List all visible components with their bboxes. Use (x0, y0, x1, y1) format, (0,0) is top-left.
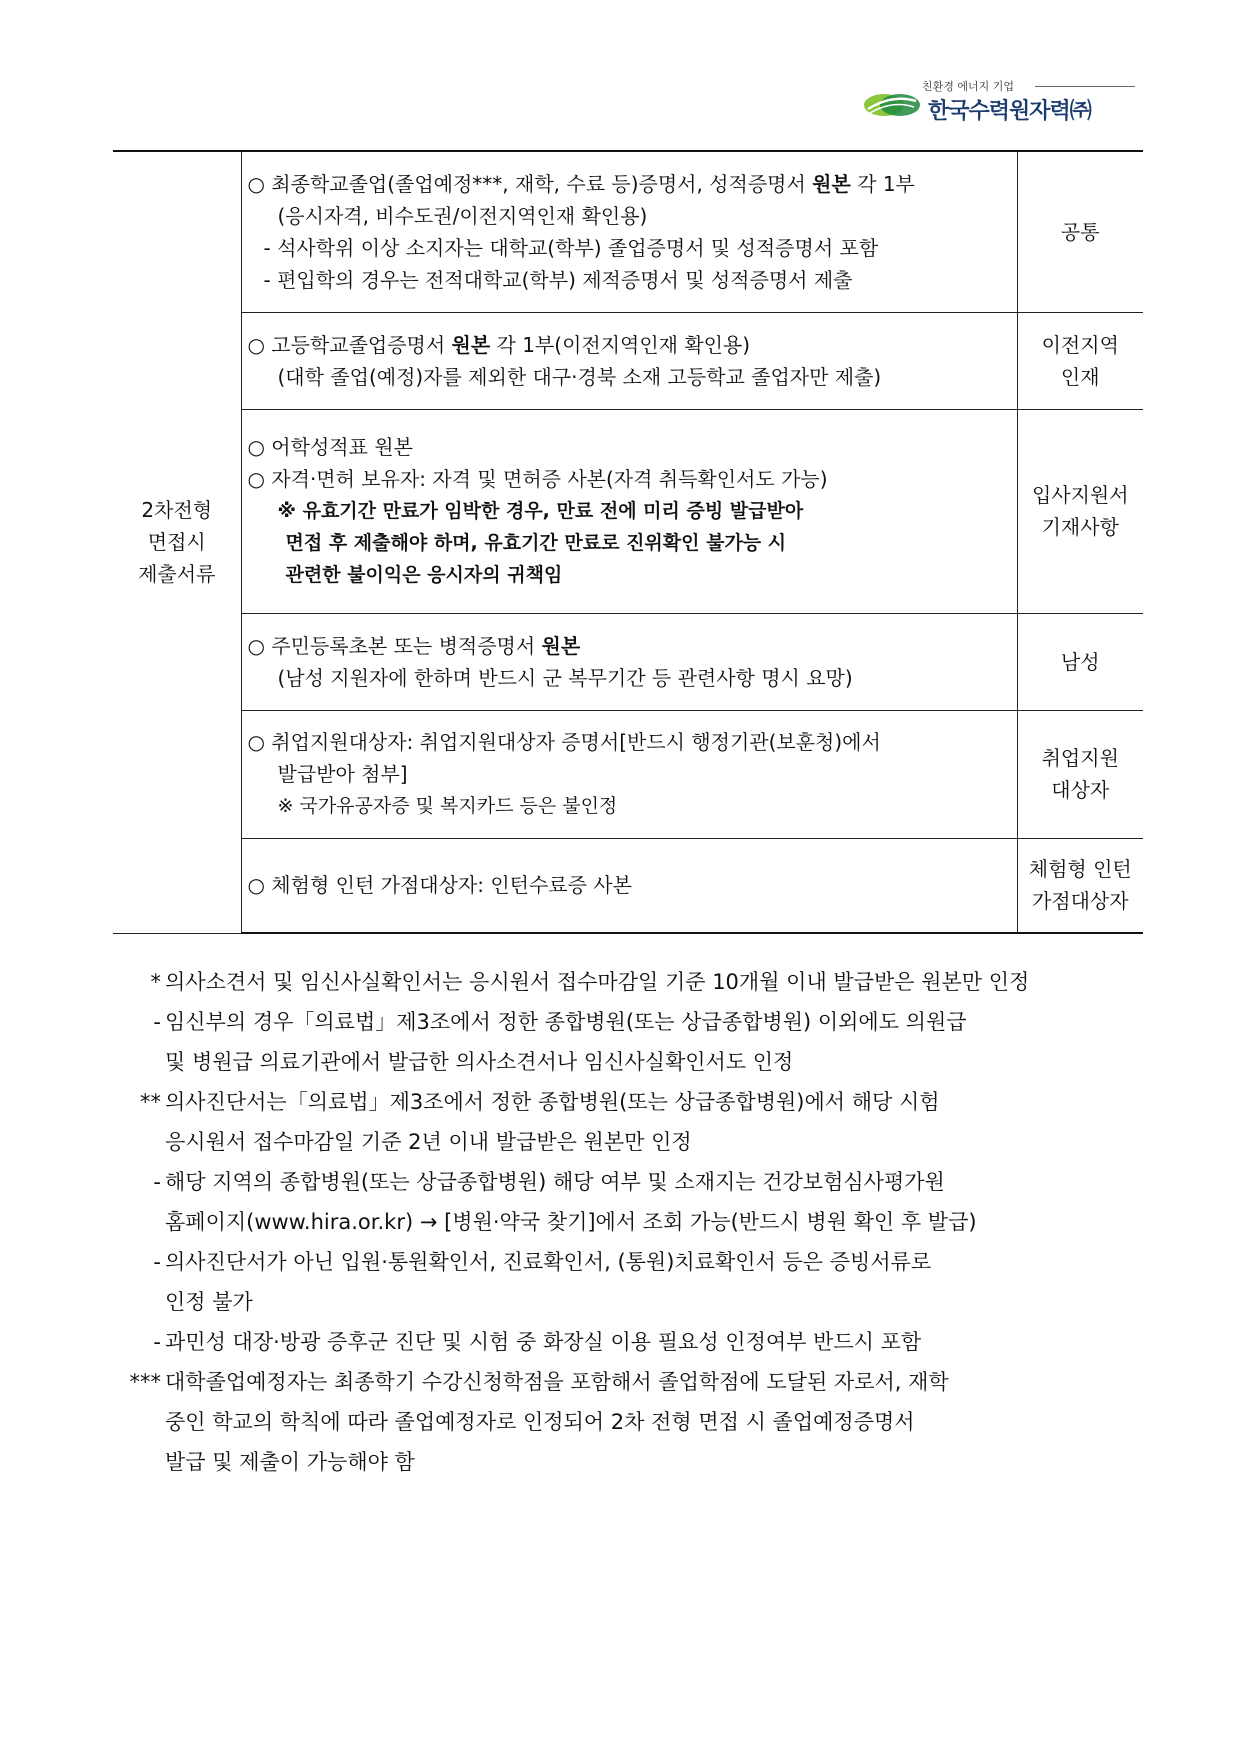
footnote-text: 의사진단서는「의료법」제3조에서 정한 종합병원(또는 상급종합병원)에서 해당 시험 (165, 1090, 940, 1114)
footnote-text: 대학졸업예정자는 최종학기 수강신청학점을 포함해서 졸업학점에 도달된 자로서, 재학 (165, 1370, 949, 1394)
footnote-line (113, 1442, 1143, 1482)
content-line: ○ 자격·면허 보유자: 자격 및 면허증 사본(자격 취득확인서도 가능) (247, 467, 828, 491)
footnote-text: 과민성 대장·방광 증후군 진단 및 시험 중 화장실 이용 필요성 인정여부 반드시 포함 (165, 1330, 922, 1354)
content-line: (응시자격, 비수도권/이전지역인재 확인용) (277, 203, 648, 228)
original-emphasis: 원본 (541, 633, 581, 658)
tagline-divider (1035, 86, 1135, 87)
footnote-line (113, 1282, 1143, 1322)
required-documents-table (113, 150, 1143, 934)
original-emphasis: 원본 (812, 171, 851, 196)
document-content-cell (241, 312, 1017, 409)
category-line: 제출서류 (138, 562, 216, 587)
footnote-line (113, 962, 1143, 1002)
applicability-cell: 남성 (1017, 613, 1143, 710)
remark-note: ※ 국가유공자증 및 복지카드 등은 불인정 (277, 795, 618, 817)
footnote-text: 중인 학교의 학칙에 따라 졸업예정자로 인정되어 2차 전형 면접 시 졸업예정증명서 (165, 1410, 915, 1434)
document-content-cell (241, 838, 1017, 933)
document-content-cell (241, 151, 1017, 312)
warning-note: 면접 후 제출해야 하며, 유효기간 만료로 진위확인 불가능 시 (285, 532, 787, 554)
footnote-text: 해당 지역의 종합병원(또는 상급종합병원) 해당 여부 및 소재지는 건강보험심사평가원 (165, 1170, 945, 1194)
content-line: (남성 지원자에 한하며 반드시 군 복무기간 등 관련사항 명시 요망) (277, 665, 853, 690)
content-line: ○ 취업지원대상자: 취업지원대상자 증명서[반드시 행정기관(보훈청)에서 (247, 730, 881, 754)
footnote-line (113, 1002, 1143, 1042)
footnote-marker: - (153, 1250, 161, 1274)
category-line: 2차전형 (141, 498, 213, 523)
footnote-text: 응시원서 접수마감일 기준 2년 이내 발급받은 원본만 인정 (165, 1130, 692, 1154)
content-line: - 석사학위 이상 소지자는 대학교(학부) 졸업증명서 및 성적증명서 포함 (263, 235, 879, 260)
content-line: ○ 어학성적표 원본 (247, 435, 413, 459)
footnote-line (113, 1362, 1143, 1402)
applicability-cell: 취업지원 대상자 (1017, 710, 1143, 838)
footnote-line (113, 1202, 1143, 1242)
page-header (860, 78, 1140, 128)
footnote-marker: ** (140, 1090, 161, 1114)
footnote-text: 및 병원급 의료기관에서 발급한 의사소견서나 임신사실확인서도 인정 (165, 1050, 794, 1074)
document-content-cell (241, 710, 1017, 838)
applicability-cell: 입사지원서 기재사항 (1017, 409, 1143, 613)
footnote-line (113, 1122, 1143, 1162)
content-line: ○ 고등학교졸업증명서 원본 각 1부(이전지역인재 확인용) (247, 332, 751, 357)
applicability-cell: 공통 (1017, 151, 1143, 312)
footnote-line (113, 1082, 1143, 1122)
table-row (113, 151, 1143, 312)
content-line: ○ 체험형 인턴 가점대상자: 인턴수료증 사본 (247, 873, 632, 898)
footnote-line (113, 1402, 1143, 1442)
document-content-cell (241, 613, 1017, 710)
table-row (113, 838, 1143, 933)
table-row (113, 710, 1143, 838)
footnote-marker: *** (129, 1370, 161, 1394)
category-cell (113, 151, 241, 933)
content-line: (대학 졸업(예정)자를 제외한 대구·경북 소재 고등학교 졸업자만 제출) (277, 364, 882, 389)
warning-note: ※ 유효기간 만료가 임박한 경우, 만료 전에 미리 증빙 발급받아 (277, 500, 804, 522)
content-line: 발급받아 첨부] (277, 762, 408, 786)
original-emphasis: 원본 (451, 332, 491, 357)
footnote-text: 인정 불가 (165, 1290, 253, 1314)
company-tagline: 친환경 에너지 기업 (922, 80, 1015, 93)
footnote-marker: * (150, 970, 161, 994)
footnote-text: 의사진단서가 아닌 입원·통원확인서, 진료확인서, (통원)치료확인서 등은 증빙서류로 (165, 1250, 932, 1274)
footnote-text: 임신부의 경우「의료법」제3조에서 정한 종합병원(또는 상급종합병원) 이외에도 의원급 (165, 1010, 967, 1034)
warning-note: 관련한 불이익은 응시자의 귀책임 (285, 564, 563, 586)
applicability-cell: 이전지역 인재 (1017, 312, 1143, 409)
company-name: 한국수력원자력㈜ (928, 99, 1091, 124)
footnote-line (113, 1162, 1143, 1202)
footnote-text: 홈페이지(www.hira.or.kr) → [병원·약국 찾기]에서 조회 가능(반드시 병원 확인 후 발급) (165, 1210, 977, 1234)
table-row (113, 312, 1143, 409)
applicability-cell: 체험형 인턴 가점대상자 (1017, 838, 1143, 933)
footnote-text: 발급 및 제출이 가능해야 함 (165, 1450, 415, 1474)
content-line: ○ 주민등록초본 또는 병적증명서 원본 (247, 633, 581, 658)
table-row (113, 613, 1143, 710)
document-content-cell (241, 409, 1017, 613)
footnote-marker: - (153, 1170, 161, 1194)
footnotes-section (113, 962, 1143, 1482)
content-line: ○ 최종학교졸업(졸업예정***, 재학, 수료 등)증명서, 성적증명서 원본 각 1부 (247, 171, 915, 196)
category-line: 면접시 (147, 530, 206, 555)
footnote-line (113, 1042, 1143, 1082)
footnote-marker: - (153, 1010, 161, 1034)
footnote-marker: - (153, 1330, 161, 1354)
footnote-text: 의사소견서 및 임신사실확인서는 응시원서 접수마감일 기준 10개월 이내 발급받은 원본만 인정 (165, 970, 1030, 994)
table-row (113, 409, 1143, 613)
footnote-line (113, 1322, 1143, 1362)
footnote-line (113, 1242, 1143, 1282)
content-line: - 편입학의 경우는 전적대학교(학부) 제적증명서 및 성적증명서 제출 (263, 267, 853, 292)
company-logo-icon (862, 90, 922, 120)
